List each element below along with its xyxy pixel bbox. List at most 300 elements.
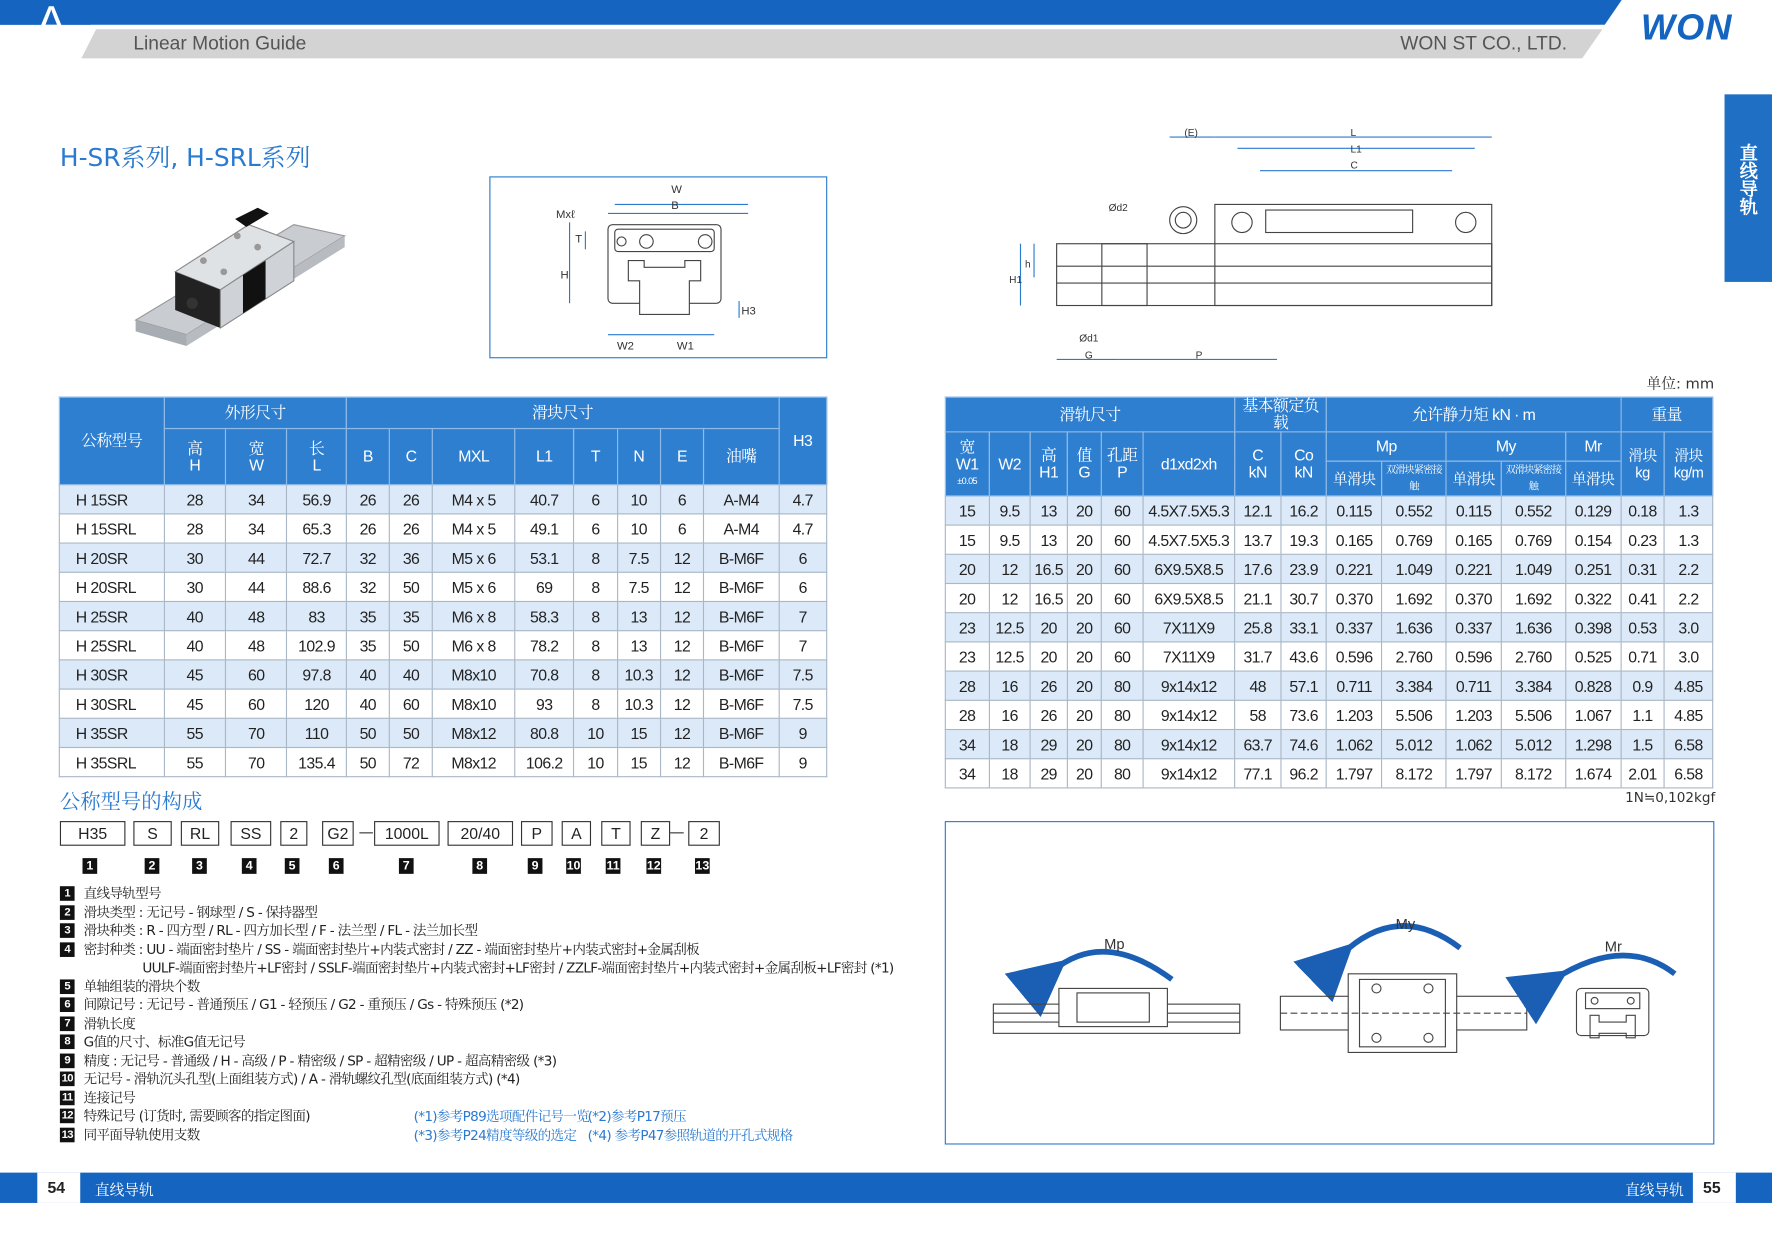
right-cell: 20 [1030,613,1067,642]
right-cell: 0.115 [1327,496,1382,525]
right-cell: 3.384 [1501,671,1565,700]
right-cell: 1.797 [1327,759,1382,788]
col-weight-block [1621,432,1665,496]
legend-text: 滑块类型 : 无记号 - 钢球型 / S - 保持器型 [83,904,318,920]
legend-text: 精度 : 无记号 - 普通级 / H - 高级 / P - 精密级 / SP - 超精密级 / UP - 超高精密级 (*3) [83,1052,557,1069]
composition-box: 2 [688,821,720,846]
footer-page-right[interactable]: 55 [1703,1178,1721,1197]
composition-number: 2 [145,858,160,874]
page-title: H-SR系列, H-SRL系列 [59,144,311,173]
front-view-svg [490,177,826,357]
right-cell: 9x14x12 [1143,671,1235,700]
table-row [59,747,826,776]
left-cell: 80.8 [515,718,574,747]
left-cell: 30 [164,572,225,601]
col-p-bottom: P [1117,462,1128,481]
right-cell: 0.322 [1566,584,1621,613]
left-cell: 12 [660,660,703,689]
right-cell: 80 [1102,671,1143,700]
left-cell: 13 [617,631,660,660]
right-cell: 30.7 [1281,584,1327,613]
ref-note-2: (*2)参考P17预压 [587,1108,686,1125]
left-col-10-bottom: 油嘴 [725,447,757,466]
left-cell: 26 [346,485,389,514]
dim-e: (E) [1184,127,1198,139]
composition-number: 9 [528,858,543,874]
col-weight-rail [1664,432,1712,496]
left-cell: 50 [346,718,389,747]
col-mr-single: 单滑块 [1566,461,1621,496]
right-cell: 9x14x12 [1143,730,1235,759]
composition-number: 12 [646,859,661,873]
right-cell: 20 [1067,642,1101,671]
dim-t: T [575,233,583,246]
right-cell: 2.01 [1621,759,1665,788]
composition-number: 11 [606,859,620,873]
right-cell: 6X9.5X8.5 [1143,584,1235,613]
left-col-7 [574,429,617,485]
right-cell: 9x14x12 [1143,759,1235,788]
right-cell: 4.5X7.5X5.3 [1143,525,1235,554]
col-my-single: 单滑块 [1446,461,1501,496]
left-cell: 40 [346,660,389,689]
table-row [59,543,826,572]
right-cell: 0.154 [1566,525,1621,554]
left-cell: 48 [226,601,287,630]
left-cell: 26 [389,485,432,514]
table-row [945,671,1712,700]
dim-h: H [560,269,569,282]
right-cell: 13 [1030,496,1067,525]
left-cell: 106.2 [515,747,574,776]
col-c0-bottom: kN [1294,462,1313,481]
legend-number: 1 [60,886,75,901]
right-cell: 1.636 [1501,613,1565,642]
legend-item [60,1014,135,1032]
left-col-9 [660,429,703,485]
legend-item [60,958,894,976]
left-cell: 8 [574,660,617,689]
left-cell: M6 x 8 [433,601,515,630]
left-spec-table [59,396,827,777]
composition-number: 6 [329,858,344,874]
col-w1-tol: ±0.05 [957,475,978,486]
table-row [59,631,826,660]
moment-diagram-box [945,821,1715,1144]
legend-item [60,940,699,958]
left-cell: 34 [226,514,287,543]
right-cell: 60 [1102,584,1143,613]
right-cell: 13 [1030,525,1067,554]
legend-text: 滑轨长度 [83,1015,136,1032]
left-cell: 10 [617,485,660,514]
right-cell: 5.506 [1382,700,1446,729]
left-col-4 [389,429,432,485]
right-cell: 63.7 [1235,730,1281,759]
composition-number: 7 [399,858,414,874]
left-cell: 7.5 [779,660,827,689]
conversion-note: 1N≒0,102kgf [1625,789,1716,806]
left-col-1-top: 宽 [248,438,264,457]
ref-note-1: (*1)参考P89选项配件记号一览 [413,1108,590,1125]
right-cell: 6.58 [1664,730,1712,759]
legend-number: 4 [60,942,75,957]
left-cell: M8x12 [433,747,515,776]
right-cell: 0.398 [1566,613,1621,642]
right-cell: 1.067 [1566,700,1621,729]
right-cell: 20 [1067,613,1101,642]
right-cell: 2.2 [1664,554,1712,583]
left-cell: H 20SR [59,543,164,572]
right-cell: 33.1 [1281,613,1327,642]
right-cell: 26 [1030,671,1067,700]
left-cell: 8 [574,543,617,572]
right-cell: 1.3 [1664,496,1712,525]
right-cell: 48 [1235,671,1281,700]
col-c0-top: Co [1294,445,1314,464]
col-p-top: 孔距 [1106,445,1138,464]
left-cell: 35 [346,631,389,660]
right-cell: 0.711 [1446,671,1501,700]
left-cell: 8 [574,572,617,601]
my-label: My [1395,916,1416,933]
col-g-top: 值 [1076,445,1092,464]
left-cell: M6 x 8 [433,631,515,660]
right-cell: 0.711 [1327,671,1382,700]
table-row [945,642,1712,671]
legend-number: 7 [60,1016,75,1031]
mr-arrow [1554,955,1675,979]
table-row [59,660,826,689]
right-cell: 0.552 [1382,496,1446,525]
left-cell: 72 [389,747,432,776]
left-cell: M5 x 6 [433,572,515,601]
left-col-6-bottom: L1 [536,447,553,466]
right-cell: 80 [1102,700,1143,729]
left-cell: 7 [779,601,827,630]
left-cell: B-M6F [704,601,779,630]
left-cell: 93 [515,689,574,718]
left-cell: H 30SR [59,660,164,689]
left-col-7-bottom: T [590,447,601,466]
dim-w2: W2 [617,340,634,353]
left-cell: 6 [660,485,703,514]
right-cell: 80 [1102,730,1143,759]
left-cell: A-M4 [704,485,779,514]
left-cell: 70 [226,747,287,776]
right-cell: 9.5 [989,496,1030,525]
col-my-double: 双滑块紧密接触 [1501,461,1565,496]
left-cell: M8x10 [433,660,515,689]
composition-number: 5 [285,858,300,874]
right-cell: 0.129 [1566,496,1621,525]
left-cell: M8x10 [433,689,515,718]
legend-text: 特殊记号 (订货时, 需要顾客的指定图面) [83,1108,310,1124]
col-mp-single: 单滑块 [1327,461,1382,496]
legend-item [60,884,161,902]
left-cell: 6 [779,543,827,572]
right-cell: 4.5X7.5X5.3 [1143,496,1235,525]
right-cell: 2.2 [1664,584,1712,613]
my-rail [1280,974,1526,1053]
left-col-5 [433,429,515,485]
composition-box: 1000L [374,821,440,846]
side-tab[interactable] [1725,94,1772,282]
dim-l1: L1 [1350,144,1362,156]
right-cell: 20 [1067,671,1101,700]
left-cell: H 20SRL [59,572,164,601]
composition-box: Z [641,821,670,846]
composition-box: P [521,821,553,846]
right-cell: 20 [1030,642,1067,671]
right-cell: 16 [989,700,1030,729]
right-cell: 1.692 [1382,584,1446,613]
right-cell: 28 [945,700,989,729]
left-cell: 50 [389,718,432,747]
legend-text: 同平面导轨使用支数 [83,1126,200,1143]
left-cell: 12 [660,543,703,572]
unit-label: 单位: mm [1646,376,1715,394]
right-cell: 31.7 [1235,642,1281,671]
right-cell: 29 [1030,730,1067,759]
company-name: WON ST CO., LTD. [1400,32,1568,54]
right-cell: 16.2 [1281,496,1327,525]
right-cell: 1.674 [1566,759,1621,788]
left-cell: 35 [389,601,432,630]
left-cell: B-M6F [704,572,779,601]
left-cell: M4 x 5 [433,485,515,514]
table-row [945,759,1712,788]
left-cell: 60 [226,689,287,718]
left-cell: 6 [660,514,703,543]
table-row [945,613,1712,642]
left-col-8 [617,429,660,485]
right-cell: 4.85 [1664,671,1712,700]
right-cell: 96.2 [1281,759,1327,788]
right-cell: 0.251 [1566,554,1621,583]
left-col-3-bottom: B [362,447,373,466]
left-cell: H 30SRL [59,689,164,718]
left-cell: H 25SR [59,601,164,630]
left-col-0 [164,429,225,485]
right-cell: 60 [1102,554,1143,583]
right-cell: 26 [1030,700,1067,729]
right-spec-table [945,396,1713,788]
ref-note-4: (*4) 参考P47参照轨道的开孔式规格 [587,1127,793,1144]
right-cell: 0.41 [1621,584,1665,613]
right-cell: 1.692 [1501,584,1565,613]
left-cell: 78.2 [515,631,574,660]
left-cell: 120 [287,689,346,718]
right-cell: 0.9 [1621,671,1665,700]
dim-d1: Ød1 [1079,333,1099,345]
right-cell: 0.165 [1446,525,1501,554]
col-mp-double: 双滑块紧密接触 [1382,461,1446,496]
left-cell: 13 [617,601,660,630]
right-cell: 1.3 [1664,525,1712,554]
left-col-4-bottom: C [405,447,417,466]
table-row [59,689,826,718]
legend-item [60,1088,135,1106]
table-row [945,584,1712,613]
composition-number: 3 [192,858,207,874]
left-cell: 12 [660,747,703,776]
left-cell: 97.8 [287,660,346,689]
dash-2 [670,832,684,833]
right-cell: 5.012 [1501,730,1565,759]
right-cell: 0.165 [1327,525,1382,554]
col-weight-rail-unit: kg/m [1673,463,1704,481]
legend-text: 间隙记号 : 无记号 - 普通预压 / G1 - 轻预压 / G2 - 重预压 / Gs - 特殊预压 (*2) [83,996,524,1013]
left-cell: 10.3 [617,660,660,689]
left-cell: 44 [226,543,287,572]
left-col-9-bottom: E [677,447,688,466]
right-cell: 0.337 [1446,613,1501,642]
composition-number: 10 [566,859,581,873]
left-cell: 12 [660,689,703,718]
right-cell: 0.596 [1446,642,1501,671]
legend-item [60,1125,200,1143]
left-cell: 8 [574,631,617,660]
left-cell: H 15SR [59,485,164,514]
right-cell: 60 [1102,613,1143,642]
legend-item [60,1106,310,1124]
left-cell: 88.6 [287,572,346,601]
right-cell: 43.6 [1281,642,1327,671]
right-cell: 0.552 [1501,496,1565,525]
right-cell: 4.85 [1664,700,1712,729]
right-cell: 0.337 [1327,613,1382,642]
right-cell: 23 [945,613,989,642]
left-cell: 4.7 [779,514,827,543]
product-image [124,202,350,348]
col-c0 [1281,432,1327,496]
composition-number: 4 [242,858,257,874]
col-w1 [945,432,989,496]
col-weight-rail-top: 滑块 [1674,447,1703,464]
right-cell: 60 [1102,642,1143,671]
left-cell: 50 [389,572,432,601]
legend-item [60,995,524,1013]
left-cell: 102.9 [287,631,346,660]
right-cell: 12.5 [989,642,1030,671]
left-cell: 9 [779,747,827,776]
footer-label-left: 直线导轨 [94,1182,154,1200]
col-h3: H3 [779,397,827,485]
col-weight-block-top: 滑块 [1628,447,1657,464]
left-cell: 4.7 [779,485,827,514]
right-cell: 1.636 [1382,613,1446,642]
col-c-bottom: kN [1248,462,1267,481]
front-view-drawing [489,176,827,358]
legend-text: 密封种类 : UU - 端面密封垫片 / SS - 端面密封垫片+内装式密封 / ZZ - 端面密封垫片+内装式密封+金属刮板 [83,941,699,957]
right-cell: 8.172 [1501,759,1565,788]
col-weight-block-unit: kg [1635,463,1650,481]
group-block-dims: 滑块尺寸 [346,397,779,428]
side-tab-label: 直线导轨 [1736,143,1759,216]
composition-box: T [601,821,630,846]
col-w1-bottom: W1 [955,454,979,473]
mr-rail [1576,988,1648,1037]
legend-item [60,1032,245,1050]
left-cell: M4 x 5 [433,514,515,543]
right-cell: 57.1 [1281,671,1327,700]
right-cell: 20 [1067,584,1101,613]
right-cell: 6.58 [1664,759,1712,788]
right-cell: 23 [945,642,989,671]
left-cell: 10 [574,747,617,776]
dim-w1: W1 [676,340,694,353]
right-cell: 1.1 [1621,700,1665,729]
left-cell: 28 [164,485,225,514]
dim-mxl: Mxℓ [556,208,575,221]
left-col-1 [226,429,287,485]
group-outer-dims: 外形尺寸 [164,397,346,428]
right-cell: 1.203 [1446,700,1501,729]
group-load: 基本额定负载 [1235,397,1327,432]
left-cell: 8 [574,689,617,718]
left-cell: 12 [660,631,703,660]
col-d: d1xd2xh [1143,432,1235,496]
right-cell: 5.506 [1501,700,1565,729]
legend-item [60,977,200,995]
right-cell: 60 [1102,496,1143,525]
footer-page-left[interactable]: 54 [47,1178,66,1197]
left-cell: H 35SR [59,718,164,747]
left-col-0-bottom: H [189,455,201,474]
left-cell: 12 [660,601,703,630]
left-cell: M5 x 6 [433,543,515,572]
right-cell: 0.769 [1382,525,1446,554]
left-col-10 [704,429,779,485]
composition-number: 8 [472,858,487,874]
col-c [1235,432,1281,496]
left-cell: 10 [617,514,660,543]
col-mr: Mr [1566,432,1621,461]
right-cell: 1.062 [1446,730,1501,759]
right-cell: 1.5 [1621,730,1665,759]
left-cell: 28 [164,514,225,543]
left-cell: 32 [346,543,389,572]
left-cell: 6 [574,514,617,543]
legend-item [60,1051,556,1069]
left-cell: H 35SRL [59,747,164,776]
table-row [945,700,1712,729]
right-cell: 20 [1067,759,1101,788]
legend-number: 2 [60,905,75,920]
right-cell: 20 [945,584,989,613]
right-cell: 28 [945,671,989,700]
right-cell: 15 [945,496,989,525]
col-h1 [1030,432,1067,496]
legend-number: 9 [60,1053,75,1068]
left-cell: 26 [389,514,432,543]
right-cell: 7X11X9 [1143,613,1235,642]
table-row [945,730,1712,759]
ref-note-3: (*3)参考P24精度等级的选定 [413,1127,577,1144]
left-cell: B-M6F [704,747,779,776]
left-cell: 15 [617,747,660,776]
table-row [945,525,1712,554]
left-cell: 58.3 [515,601,574,630]
left-cell: 36 [389,543,432,572]
dim-p: P [1195,350,1203,362]
left-cell: 60 [389,689,432,718]
composition-box: H35 [60,821,126,846]
right-cell: 0.221 [1446,554,1501,583]
right-cell: 20 [945,554,989,583]
composition-box: RL [181,821,219,846]
